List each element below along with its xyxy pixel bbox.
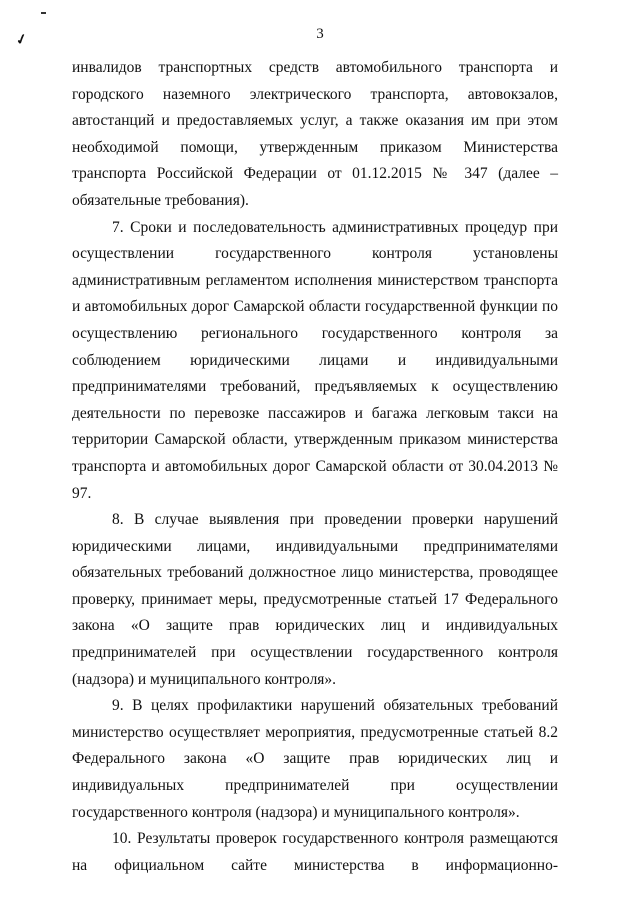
paragraph-9: 9. В целях профилактики нарушений обязательных требований министерство осуществляет мероприятия, предусмотренные статьей 8.2 Федерального закона «О защите прав юридических лиц и индивидуальных предпринимателей при осуществлении государственного контроля (надзора) и муниципального контроля». (72, 697, 558, 821)
scan-dot (41, 12, 46, 14)
paragraph-8: 8. В случае выявления при проведении проверки нарушений юридическими лицами, индивидуальными предпринимателями обязательных требований должностное лицо министерства, проводящее проверку, принимает меры, предусмотренные статьей 17 Федерального закона «О защите прав юридических лиц и индивидуальных предпринимателей при осуществлении государственного контроля (надзора) и муниципального контроля». (72, 511, 558, 688)
margin-check-mark: ✓ (14, 31, 30, 50)
document-body (72, 55, 558, 879)
paragraph-continuation: инвалидов транспортных средств автомобильного транспорта и городского наземного электрического транспорта, автовокзалов, автостанций и предоставляемых услуг, а также оказания им при этом необходимой помощи, утвержденным приказом Министерства транспорта Российской Федерации от 01.12.2015 № 347 (далее – обязательные требования). (72, 59, 558, 209)
paragraph-10: 10. Результаты проверок государственного контроля размещаются на официальном сайте министерства в информационно- (72, 830, 558, 874)
paragraph-7: 7. Сроки и последовательность административных процедур при осуществлении государственного контроля установлены административным регламентом исполнения министерством транспорта и автомобильных дорог Самарской области государственной функции по осуществлению регионального государственного контроля за соблюдением юридическими лицами и индивидуальными предпринимателями требований, предъявляемых к осуществлению деятельности по перевозке пассажиров и багажа легковым такси на территории Самарской области, утвержденным приказом министерства транспорта и автомобильных дорог Самарской области от 30.04.2013 № 97. (72, 218, 558, 502)
page-number: 3 (316, 26, 324, 42)
